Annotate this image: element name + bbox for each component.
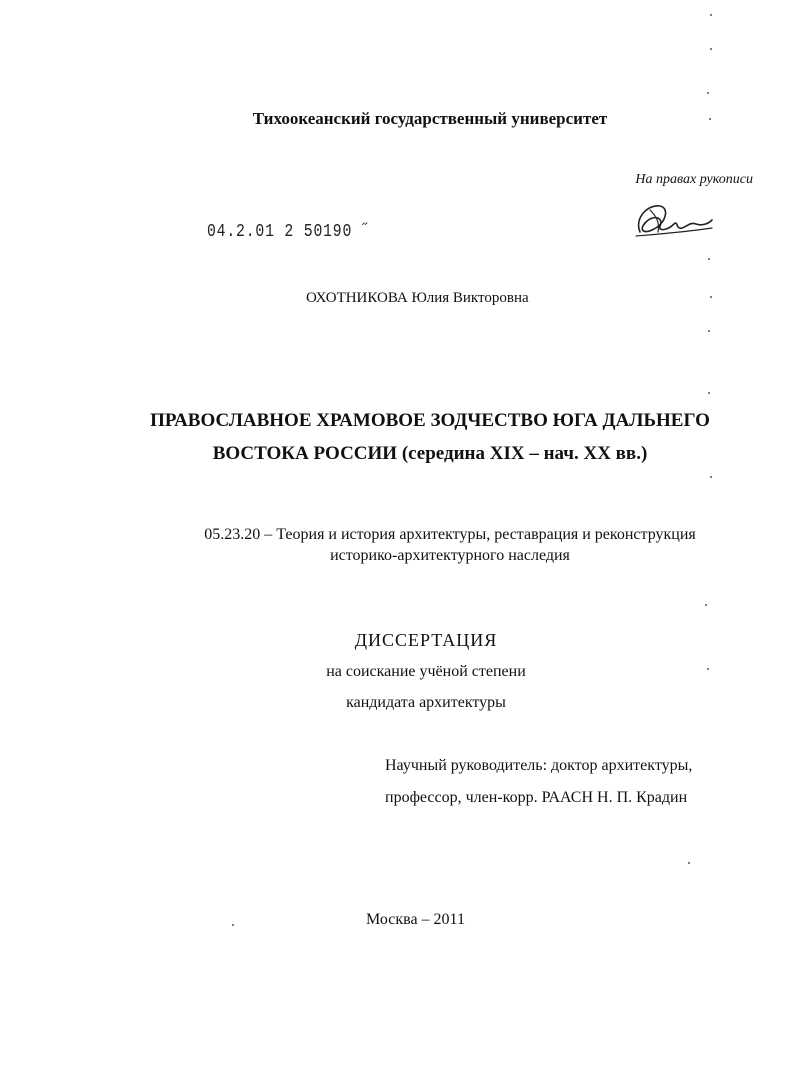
- work-type: ДИССЕРТАЦИЯ: [354, 630, 498, 650]
- author-name: ОХОТНИКОВА Юлия Викторовна: [306, 290, 529, 306]
- scan-speck: [688, 862, 690, 864]
- scan-speck: [710, 476, 712, 478]
- specialty-line-1: 05.23.20 – Теория и история архитектуры, реставрация и реконструкция: [204, 526, 696, 543]
- supervisor-line-1: Научный руководитель: доктор архитектуры,: [385, 757, 693, 774]
- dissertation-title: [120, 404, 740, 470]
- handwritten-signature: [630, 196, 714, 244]
- scan-speck: [710, 48, 712, 50]
- manuscript-rights-note: На правах рукописи: [635, 172, 753, 187]
- scan-speck: [705, 604, 707, 606]
- specialty-line-2: историко-архитектурного наследия: [330, 547, 570, 564]
- title-line-1: ПРАВОСЛАВНОЕ ХРАМОВОЕ ЗОДЧЕСТВО ЮГА ДАЛЬНЕГО: [150, 410, 710, 431]
- scan-speck: [707, 92, 709, 94]
- scan-speck: [232, 924, 234, 926]
- degree-line-1: на соискание учёной степени: [326, 663, 526, 680]
- scan-speck: [709, 118, 711, 120]
- scan-speck: [710, 14, 712, 16]
- scan-speck: [708, 258, 710, 260]
- scan-speck: [708, 392, 710, 394]
- title-line-2: ВОСТОКА РОССИИ (середина XIX – нач. XX вв.): [212, 443, 648, 464]
- degree-line-2: кандидата архитектуры: [346, 694, 506, 711]
- archive-stamp-number: 04.2.01 2 50190 ˝: [207, 222, 372, 242]
- specialty-code: [120, 524, 780, 566]
- scan-speck: [707, 668, 709, 670]
- scan-speck: [708, 330, 710, 332]
- university-name: Тихоокеанский государственный университет: [252, 109, 608, 128]
- city-and-year: Москва – 2011: [366, 911, 465, 928]
- supervisor-line-2: профессор, член-корр. РААСН Н. П. Крадин: [385, 789, 688, 806]
- scan-speck: [710, 296, 712, 298]
